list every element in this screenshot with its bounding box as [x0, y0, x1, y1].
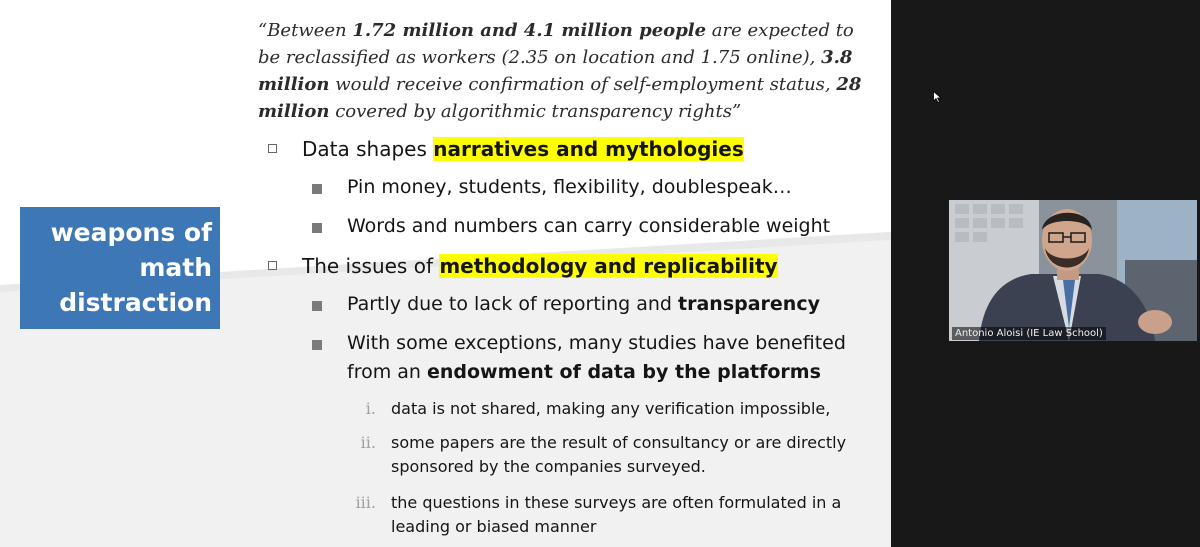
highlighted-text: narratives and mythologies — [433, 137, 744, 161]
bullet-text: The issues of — [302, 254, 440, 278]
square-bullet-icon — [312, 184, 322, 194]
quote-text: are expected to be reclassified as workers (2.35 on location and 1.75 online), — [258, 20, 854, 68]
sub-bullet-bold-text: transparency — [678, 293, 820, 315]
roman-numeral: ii. — [360, 433, 376, 452]
square-bullet-icon — [312, 340, 322, 350]
roman-numeral: i. — [365, 399, 376, 418]
sub-bullet-2 — [312, 212, 872, 241]
roman-numeral: iii. — [355, 493, 376, 512]
quote-bold-figure: 1.72 million and 4.1 million people — [352, 20, 707, 41]
roman-item-text: data is not shared, making any verification impossible, — [391, 399, 831, 418]
bullet-text: Data shapes — [302, 137, 434, 161]
square-bullet-icon — [268, 261, 277, 270]
quote-text: “Between — [258, 20, 353, 41]
slide-title-box — [20, 207, 220, 329]
roman-item-2 — [352, 431, 872, 479]
sub-bullet-text: Partly due to lack of reporting and — [347, 293, 679, 315]
quote-bold-figure: 3.8 million — [258, 47, 853, 95]
quote-text: would receive confirmation of self-employment status, — [329, 74, 837, 95]
roman-item-1 — [352, 397, 872, 421]
quote-bold-figure: 28 million — [258, 74, 862, 122]
highlighted-text: methodology and replicability — [439, 254, 778, 278]
sub-bullet-text: Pin money, students, flexibility, doublespeak… — [347, 176, 792, 198]
quote-text: covered by algorithmic transparency rights” — [329, 101, 742, 122]
sub-bullet-bold-text: endowment of data by the platforms — [426, 361, 821, 383]
roman-item-text: some papers are the result of consultancy or are directly sponsored by the companies surveyed. — [391, 433, 847, 476]
slide-title-line-2: math — [139, 253, 212, 282]
sub-bullet-4 — [312, 329, 872, 387]
speaker-video-frame — [949, 200, 1197, 341]
square-bullet-icon — [312, 223, 322, 233]
sub-bullet-text: With some exceptions, many studies have benefited from an — [347, 332, 846, 383]
bullet-point-1 — [268, 136, 744, 162]
mouse-cursor-icon — [933, 91, 942, 103]
roman-item-text: the questions in these surveys are often formulated in a leading or biased manner — [391, 493, 842, 536]
participant-name-label: Antonio Aloisi (IE Law School) — [952, 327, 1106, 340]
bullet-point-2 — [268, 253, 778, 279]
slide-title-line-1: weapons of — [50, 218, 212, 247]
roman-item-3 — [352, 491, 872, 539]
square-bullet-icon — [312, 301, 322, 311]
slide-title-line-3: distraction — [59, 288, 212, 317]
square-bullet-icon — [268, 144, 277, 153]
participant-video[interactable] — [949, 200, 1197, 341]
sub-bullet-text: Words and numbers can carry considerable weight — [347, 215, 831, 237]
slide-quote — [258, 17, 878, 125]
sub-bullet-1 — [312, 173, 872, 202]
sub-bullet-3 — [312, 290, 872, 319]
